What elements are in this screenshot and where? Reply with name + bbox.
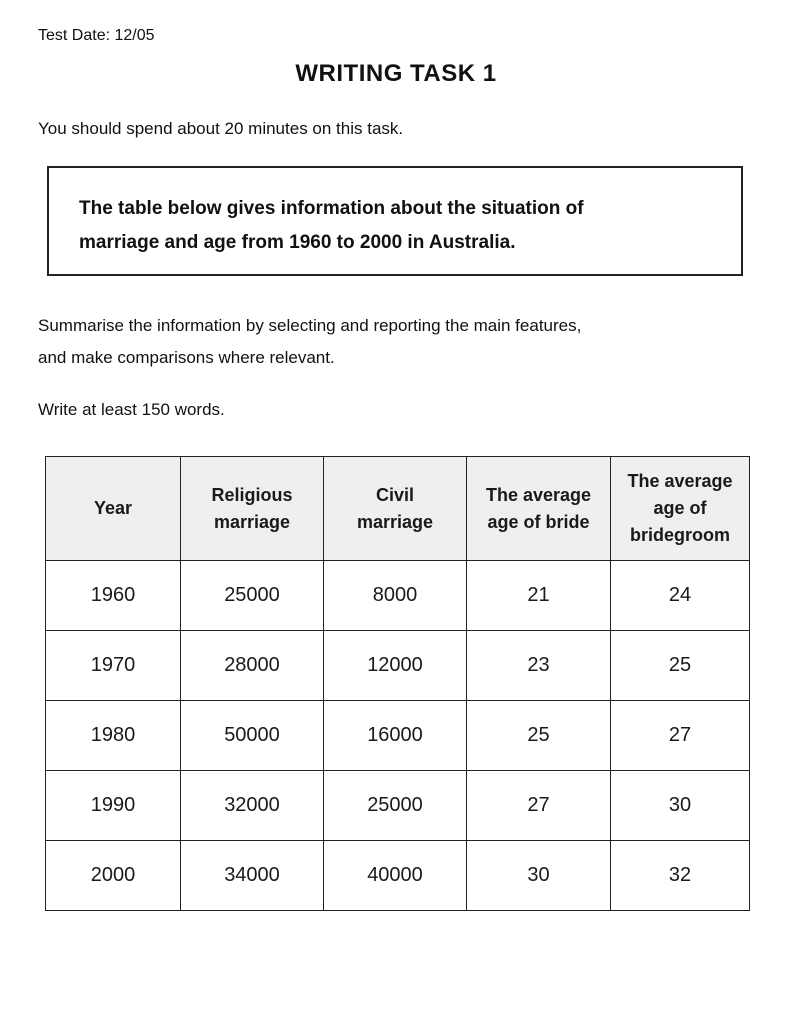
table-row <box>46 771 750 841</box>
table-cell-religious: 34000 <box>181 841 324 911</box>
table-header-row <box>46 457 750 561</box>
table-cell-civil: 40000 <box>324 841 467 911</box>
table-cell-bridegroom-age: 27 <box>611 701 750 771</box>
task-prompt-line-2: marriage and age from 1960 to 2000 in Australia. <box>79 232 516 253</box>
table-cell-religious: 32000 <box>181 771 324 841</box>
table-cell-religious: 25000 <box>181 561 324 631</box>
table-cell-year: 1980 <box>46 701 181 771</box>
header-line: bridegroom <box>629 525 730 545</box>
table-cell-civil: 12000 <box>324 631 467 701</box>
table-cell-civil: 25000 <box>324 771 467 841</box>
summary-instruction <box>38 310 758 374</box>
table-row <box>46 631 750 701</box>
header-line: Religious <box>211 484 293 505</box>
table-cell-bride-age: 27 <box>467 771 611 841</box>
table-cell-bride-age: 30 <box>467 841 611 911</box>
table-cell-bride-age: 23 <box>467 631 611 701</box>
table-cell-bridegroom-age: 32 <box>611 841 750 911</box>
header-line: The average <box>485 484 592 505</box>
header-line: age of bride <box>487 511 590 532</box>
header-line: age of <box>653 498 707 518</box>
page-title: WRITING TASK 1 <box>295 60 497 87</box>
table-cell-religious: 28000 <box>181 631 324 701</box>
header-line: The average <box>627 471 733 491</box>
column-header-civil-marriage <box>324 457 467 561</box>
table-cell-year: 1990 <box>46 771 181 841</box>
header-line: Civil <box>375 484 414 505</box>
summary-line-2: and make comparisons where relevant. <box>38 348 335 367</box>
table-row <box>46 561 750 631</box>
table-cell-bridegroom-age: 24 <box>611 561 750 631</box>
marriage-data-table <box>45 456 750 911</box>
column-header-bride-age <box>467 457 611 561</box>
time-instruction: You should spend about 20 minutes on this task. <box>38 119 404 138</box>
test-date: Test Date: 12/05 <box>38 27 155 44</box>
header-line: marriage <box>356 511 434 532</box>
header-line: marriage <box>213 511 291 532</box>
table-cell-bridegroom-age: 25 <box>611 631 750 701</box>
table-cell-year: 1960 <box>46 561 181 631</box>
column-header-year <box>46 457 181 561</box>
header-line: Year <box>93 498 133 518</box>
column-header-bridegroom-age <box>611 457 750 561</box>
table-cell-civil: 8000 <box>324 561 467 631</box>
task-prompt-box <box>47 166 743 276</box>
table-row <box>46 701 750 771</box>
word-count-instruction: Write at least 150 words. <box>38 400 225 419</box>
table-cell-year: 1970 <box>46 631 181 701</box>
table-cell-year: 2000 <box>46 841 181 911</box>
table-cell-religious: 50000 <box>181 701 324 771</box>
table-cell-bridegroom-age: 30 <box>611 771 750 841</box>
table-cell-bride-age: 21 <box>467 561 611 631</box>
summary-line-1: Summarise the information by selecting and reporting the main features, <box>38 316 582 335</box>
table-cell-civil: 16000 <box>324 701 467 771</box>
task-prompt-line-1: The table below gives information about the situation of <box>79 198 584 219</box>
table-row <box>46 841 750 911</box>
column-header-religious-marriage <box>181 457 324 561</box>
table-cell-bride-age: 25 <box>467 701 611 771</box>
